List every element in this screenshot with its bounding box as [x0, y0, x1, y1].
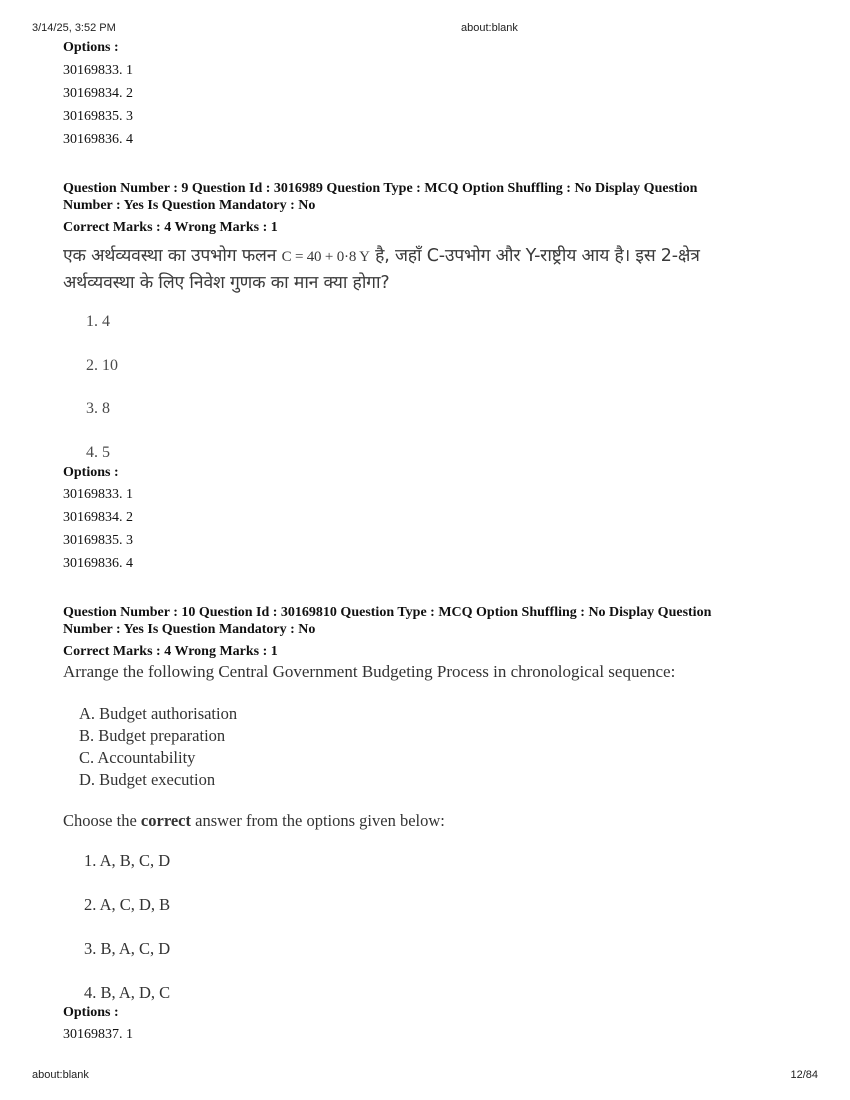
answer-choice: 4. B, A, D, C	[84, 983, 171, 1002]
process-item: D. Budget execution	[79, 770, 216, 789]
question-meta: Number : Yes Is Question Mandatory : No	[63, 198, 316, 213]
option-id: 30169833. 1	[63, 63, 133, 78]
print-url: about:blank	[461, 22, 518, 34]
answer-choice: 4. 5	[86, 444, 110, 461]
option-id: 30169834. 2	[63, 86, 133, 101]
question-text-part: एक अर्थव्यवस्था का उपभोग फलन	[63, 246, 277, 266]
print-datetime: 3/14/25, 3:52 PM	[32, 22, 116, 34]
option-id: 30169835. 3	[63, 109, 133, 124]
answer-choice: 1. 4	[86, 313, 110, 330]
option-id: 30169834. 2	[63, 510, 133, 525]
question-marks: Correct Marks : 4 Wrong Marks : 1	[63, 644, 278, 659]
page-number: 12/84	[790, 1069, 818, 1081]
question-text-part: है, जहाँ C-उपभोग और Y-राष्ट्रीय आय है। इस 2-क्षेत्र	[375, 246, 700, 266]
question-text-line2: अर्थव्यवस्था के लिए निवेश गुणक का मान क्या होगा?	[63, 273, 390, 293]
question-meta: Question Number : 10 Question Id : 30169810 Question Type : MCQ Option Shuffling : No Display Question	[63, 605, 712, 620]
options-label: Options :	[63, 1005, 119, 1020]
answer-choice: 2. A, C, D, B	[84, 895, 171, 914]
consumption-equation: C = 40 + 0·8 Y	[281, 249, 370, 265]
process-item: C. Accountability	[79, 748, 196, 767]
answer-choice: 1. A, B, C, D	[84, 851, 171, 870]
question-meta: Number : Yes Is Question Mandatory : No	[63, 622, 316, 637]
answer-choice: 3. 8	[86, 400, 110, 417]
answer-choice: 3. B, A, C, D	[84, 939, 171, 958]
option-id: 30169836. 4	[63, 556, 133, 571]
instruction-text: answer from the options given below:	[191, 811, 445, 830]
option-id: 30169833. 1	[63, 487, 133, 502]
option-id: 30169835. 3	[63, 533, 133, 548]
question-meta: Question Number : 9 Question Id : 3016989 Question Type : MCQ Option Shuffling : No Display Question	[63, 181, 698, 196]
options-label: Options :	[63, 40, 119, 55]
question-marks: Correct Marks : 4 Wrong Marks : 1	[63, 220, 278, 235]
answer-instruction	[63, 811, 445, 831]
process-item: B. Budget preparation	[79, 726, 226, 745]
option-id: 30169836. 4	[63, 132, 133, 147]
instruction-text: Choose the	[63, 811, 141, 830]
process-item: A. Budget authorisation	[79, 704, 238, 723]
answer-choice: 2. 10	[86, 357, 118, 374]
footer-url: about:blank	[32, 1069, 89, 1081]
options-label: Options :	[63, 465, 119, 480]
instruction-emphasis: correct	[140, 811, 191, 830]
question-stem: Arrange the following Central Government Budgeting Process in chronological sequence:	[63, 662, 676, 681]
question-text	[63, 243, 700, 267]
option-id: 30169837. 1	[63, 1027, 133, 1042]
